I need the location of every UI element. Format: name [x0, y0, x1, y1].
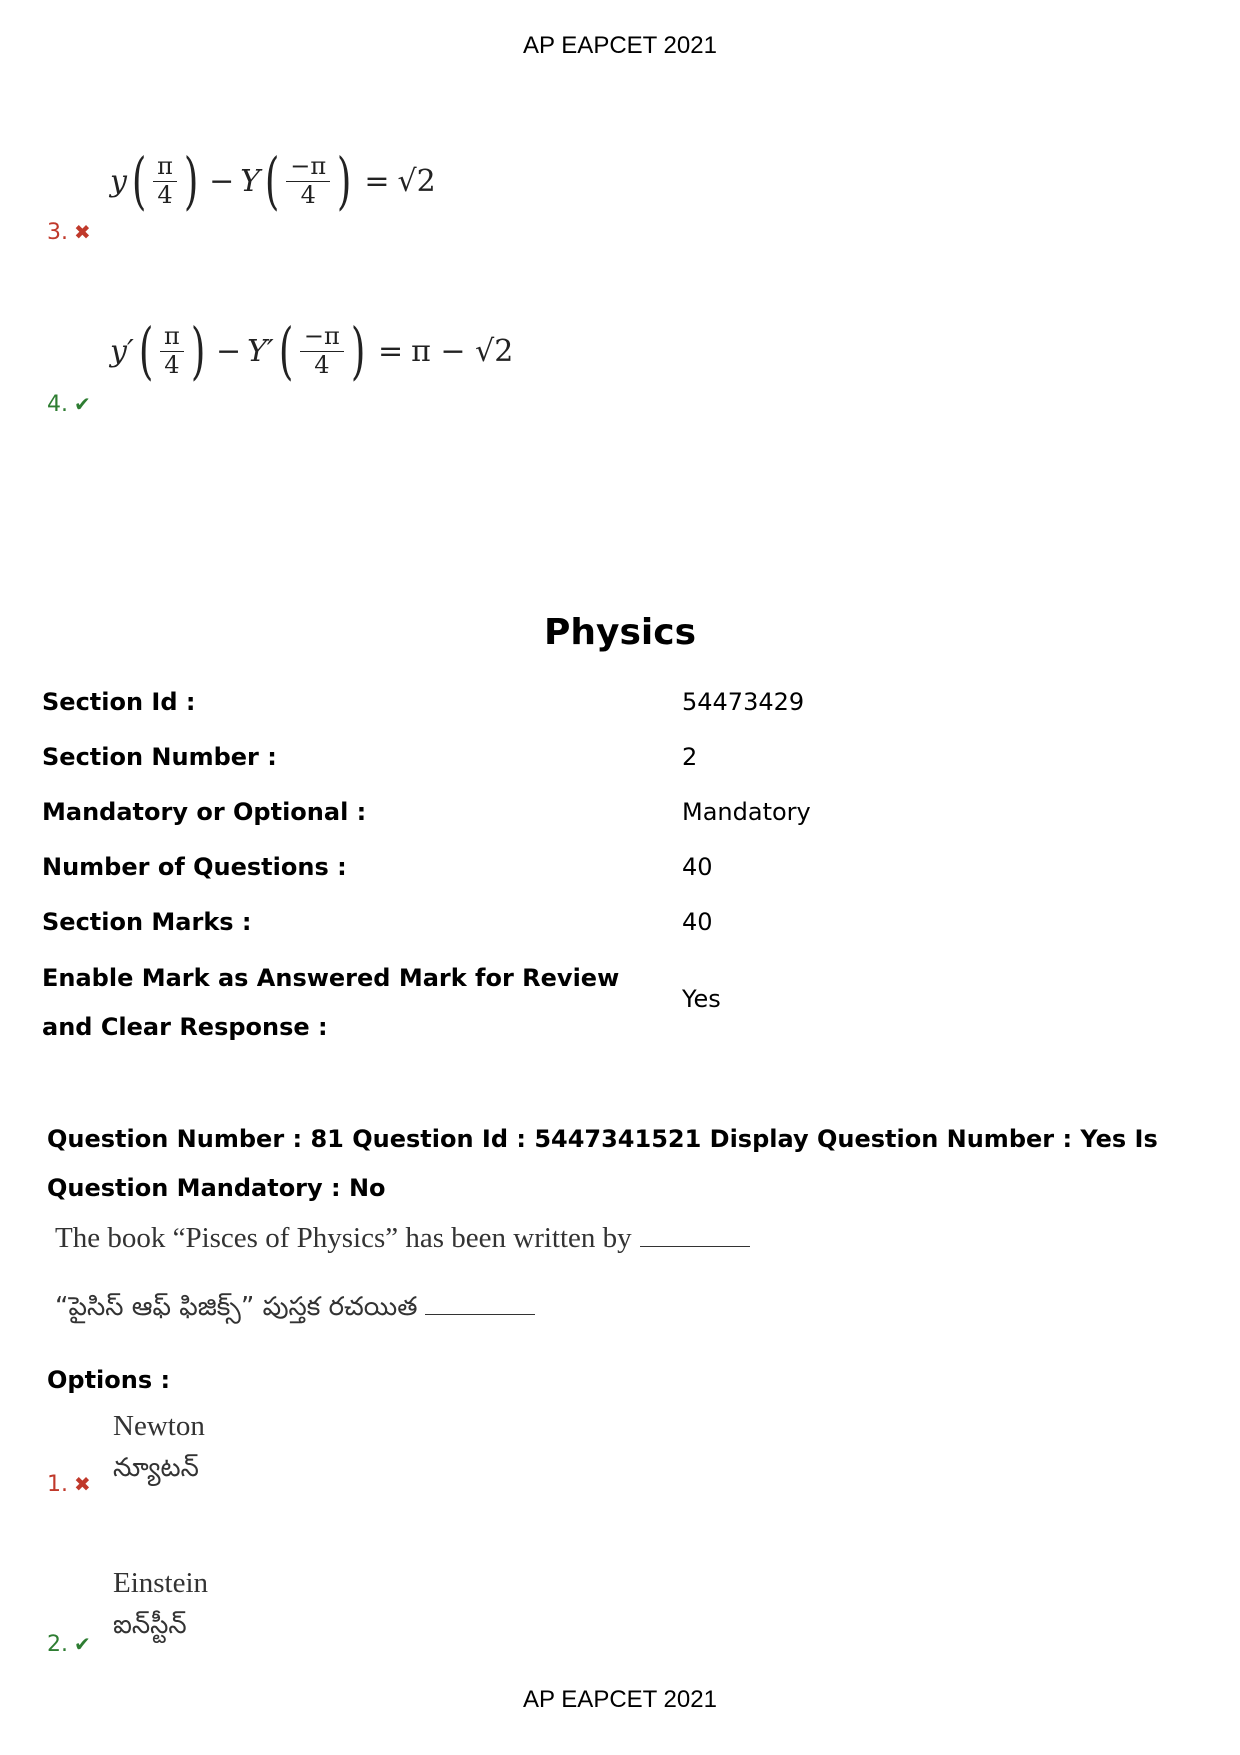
cross-icon: ✖ [74, 220, 91, 244]
option-2-label [47, 1632, 91, 1657]
num-questions-label: Number of Questions : [42, 853, 347, 881]
option-2-te: ఐన్‌స్టీన్ [113, 1610, 187, 1640]
fraction: $\frac{-\pi}{4}$ [300, 323, 344, 379]
section-id-value: 54473429 [682, 688, 805, 716]
section-number-value: 2 [682, 743, 698, 771]
formula-rhs: √2 [397, 163, 436, 199]
option-1-text [113, 1405, 205, 1489]
option-number: 1. [47, 1472, 68, 1497]
formula-Y-prime: Y′ [247, 333, 274, 369]
options-label: Options : [47, 1366, 171, 1394]
section-marks-value: 40 [682, 908, 713, 936]
option-2-en: Einstein [113, 1567, 209, 1599]
formula-rhs: π − √2 [411, 333, 514, 369]
option-2-text [113, 1562, 208, 1646]
check-icon: ✔ [74, 392, 91, 416]
mandatory-value: Mandatory [682, 798, 811, 826]
cross-icon: ✖ [74, 1472, 91, 1496]
fraction: $\frac{\pi}{4}$ [160, 323, 184, 379]
option-1-en: Newton [113, 1410, 205, 1442]
formula-Y: Y [240, 163, 261, 199]
formula-y-prime: y′ [110, 333, 134, 369]
num-questions-value: 40 [682, 853, 713, 881]
question-text-en: The book “Pisces of Physics” has been written by [55, 1222, 750, 1255]
page-header: AP EAPCET 2021 [523, 32, 717, 59]
page-footer: AP EAPCET 2021 [523, 1686, 717, 1713]
option-number: 4. [47, 392, 68, 417]
answer-blank [640, 1246, 750, 1247]
section-marks-label: Section Marks : [42, 908, 252, 936]
mandatory-label: Mandatory or Optional : [42, 798, 367, 826]
answer-blank [425, 1314, 535, 1315]
enable-mark-value: Yes [682, 985, 721, 1013]
section-number-label: Section Number : [42, 743, 277, 771]
option-4-formula: y′ ( $\frac{\pi}{4}$ ) − Y′ ( $\frac{-\pi}{4}$ ) = π − √2 [110, 314, 514, 387]
fraction: $\frac{-\pi}{4}$ [286, 153, 330, 209]
option-4-label [47, 392, 91, 417]
enable-mark-label: Enable Mark as Answered Mark for Review and Clear Response : [42, 964, 620, 1041]
option-number: 2. [47, 1632, 68, 1657]
question-text-te: “పైసిస్ ఆఫ్ ఫిజిక్స్” పుస్తక రచయిత [55, 1292, 535, 1328]
check-icon: ✔ [74, 1632, 91, 1656]
option-3-label [47, 220, 91, 245]
question-header: Question Number : 81 Question Id : 5447341521 Display Question Number : Yes Is Question Mandatory : No [47, 1125, 1158, 1202]
section-title: Physics [543, 612, 696, 653]
option-number: 3. [47, 220, 68, 245]
option-3-formula: y ( $\frac{\pi}{4}$ ) − Y ( $\frac{-\pi}{4}$ ) = √2 [110, 144, 436, 217]
option-1-te: న్యూటన్ [113, 1453, 199, 1483]
section-id-label: Section Id : [42, 688, 196, 716]
option-1-label [47, 1472, 91, 1497]
formula-y: y [110, 163, 127, 199]
fraction: $\frac{\pi}{4}$ [153, 153, 177, 209]
